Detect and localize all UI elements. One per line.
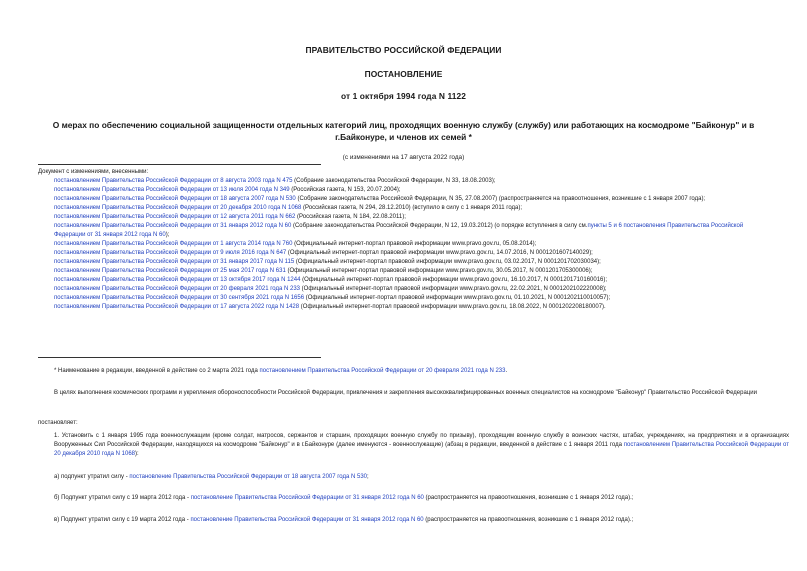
amendment-item (38, 276, 773, 285)
separator-top (38, 164, 321, 165)
amendment-link[interactable]: постановлением Правительства Российской Федерации от 9 июля 2016 года N 647 (54, 250, 287, 256)
amendment-note: (Официальный интернет-портал правовой информации www.pravo.gov.ru, 05.08.2014); (292, 241, 537, 247)
footnote-end: . (505, 368, 508, 374)
amendment-link[interactable]: постановлением Правительства Российской Федерации от 8 августа 2003 года N 475 (54, 178, 293, 184)
subclause-v (38, 516, 789, 525)
subclause-v-end: (распространяется на правоотношения, возникшие с 1 января 2012 года).; (423, 517, 634, 523)
amendment-link[interactable]: постановлением Правительства Российской Федерации от 1 августа 2014 года N 760 (54, 241, 293, 247)
amendment-note-end: ); (165, 232, 170, 238)
clause-1-text: 1. Установить с 1 января 1995 года военнослужащим (кроме солдат, матросов, сержантов и старшин, проходящих военную службу по призыву), проходящим военную службу в воинских частях, штабах, учреждениях, на предприятиях и в организациях Вооруженных Сил Российской Федерации, находящихся на космодроме "Байконур" и в г.Байконуре (далее именуются - военнослужащие) (абзац в редакции, введенной в действие с 1 января 2011 года (54, 433, 789, 448)
document-date-number: от 1 октября 1994 года N 1122 (340, 91, 467, 101)
revision-note: (с изменениями на 17 августа 2022 года) (342, 154, 465, 161)
amendment-note: (Собрание законодательства Российской Федерации, N 33, 18.08.2003); (292, 178, 496, 184)
amendment-link[interactable]: постановлением Правительства Российской Федерации от 17 августа 2022 года N 1428 (54, 304, 300, 310)
amendment-item (38, 240, 773, 249)
amendment-item (38, 213, 773, 222)
subclause-a-text: а) подпункт утратил силу - (54, 474, 130, 480)
amendment-note: (Официальный интернет-портал правовой информации www.pravo.gov.ru, 22.02.2021, N 0001202102220008); (300, 286, 607, 292)
decides-label: постановляет: (38, 420, 78, 426)
subclause-b-link[interactable]: постановление Правительства Российской Федерации от 31 января 2012 года N 60 (190, 495, 424, 501)
amendment-link[interactable]: постановлением Правительства Российской Федерации от 18 августа 2007 года N 530 (54, 196, 296, 202)
amendment-link[interactable]: постановлением Правительства Российской Федерации от 30 сентября 2021 года N 1656 (54, 295, 305, 301)
amendments-block (38, 168, 773, 312)
amendment-item (38, 294, 773, 303)
amendment-link[interactable]: постановлением Правительства Российской Федерации от 20 декабря 2010 года N 1068 (54, 205, 302, 211)
amendment-note: (Российская газета, N 184, 22.08.2011); (295, 214, 406, 220)
amendment-item (38, 267, 773, 276)
footnote-link[interactable]: постановлением Правительства Российской Федерации от 20 февраля 2021 года N 233 (259, 368, 506, 374)
amendment-item (38, 204, 773, 213)
subclause-b (38, 494, 789, 503)
amendment-note: (Официальный интернет-портал правовой информации www.pravo.gov.ru, 30.05.2017, N 0001201705300006); (285, 268, 593, 274)
document-title: О мерах по обеспечению социальной защищенности отдельных категорий лиц, проходящих военную службу (службу) или работающих на космодроме "Байконур" и в г.Байконуре, и членов их семей * (52, 120, 755, 142)
title-footnote (54, 367, 774, 376)
separator-bottom (38, 357, 321, 358)
amendment-note: (Собрание законодательства Российской Федерации, N 35, 27.08.2007) (распространяется на правоотношения, возникшие с 1 января 2007 года); (295, 196, 706, 202)
amendment-item (38, 177, 773, 186)
amendment-note: (Официальный интернет-портал правовой информации www.pravo.gov.ru, 18.08.2022, N 0001202208180007). (299, 304, 606, 310)
subclause-a (38, 473, 789, 482)
amendment-item (38, 258, 773, 267)
amendment-item (38, 222, 773, 240)
amendment-item (38, 195, 773, 204)
subclause-b-end: (распространяется на правоотношения, возникшие с 1 января 2012 года).; (423, 495, 634, 501)
amendment-note: (Официальный интернет-портал правовой информации www.pravo.gov.ru, 16.10.2017, N 0001201710160016); (300, 277, 608, 283)
amendment-link[interactable]: постановлением Правительства Российской Федерации от 25 мая 2017 года N 631 (54, 268, 286, 274)
amendment-link-secondary[interactable]: пункты 5 и 6 постановления Правительства Российской Федерации от 31 января 2012 года N 60 (54, 223, 744, 238)
amendment-item (38, 303, 773, 312)
footnote-text: * Наименование в редакции, введенной в действие со 2 марта 2021 года (54, 368, 260, 374)
amendment-link[interactable]: постановлением Правительства Российской Федерации от 20 февраля 2021 года N 233 (54, 286, 300, 292)
amendment-link[interactable]: постановлением Правительства Российской Федерации от 31 января 2017 года N 115 (54, 259, 295, 265)
amendment-link[interactable]: постановлением Правительства Российской Федерации от 31 января 2012 года N 60 (54, 223, 292, 229)
government-name: ПРАВИТЕЛЬСТВО РОССИЙСКОЙ ФЕДЕРАЦИИ (305, 45, 502, 55)
clause-1-link[interactable]: постановлением Правительства Российской Федерации от 20 декабря 2010 года N 1068 (54, 442, 789, 457)
subclause-v-text: в) Подпункт утратил силу с 19 марта 2012 года - (54, 517, 191, 523)
amendment-note: (Официальный интернет-портал правовой информации www.pravo.gov.ru, 01.10.2021, N 0001202110010057); (304, 295, 611, 301)
subclause-a-link[interactable]: постановление Правительства Российской Федерации от 18 августа 2007 года N 530 (129, 474, 368, 480)
clause-1-end: ): (135, 451, 139, 457)
amendment-note: (Российская газета, N 294, 28.12.2010) (вступило в силу с 1 января 2011 года); (301, 205, 523, 211)
amendment-link[interactable]: постановлением Правительства Российской Федерации от 12 августа 2011 года N 662 (54, 214, 296, 220)
amendment-note: (Официальный интернет-портал правовой информации www.pravo.gov.ru, 14.07.2016, N 0001201607140029); (286, 250, 593, 256)
clause-1 (38, 432, 789, 459)
amendment-item (38, 285, 773, 294)
document-type: ПОСТАНОВЛЕНИЕ (364, 69, 443, 79)
subclause-a-end: ; (367, 474, 369, 480)
amendment-link[interactable]: постановлением Правительства Российской Федерации от 13 октября 2017 года N 1244 (54, 277, 301, 283)
amendment-link[interactable]: постановлением Правительства Российской Федерации от 13 июля 2004 года N 349 (54, 187, 290, 193)
amendment-note: (Российская газета, N 153, 20.07.2004); (289, 187, 401, 193)
subclause-v-link[interactable]: постановление Правительства Российской Федерации от 31 января 2012 года N 60 (190, 517, 424, 523)
amendment-item (38, 186, 773, 195)
amendment-item (38, 249, 773, 258)
amendments-intro: Документ с изменениями, внесенными: (38, 169, 149, 175)
preamble: В целях выполнения космических программ и укрепления обороноспособности Российской Федерации, привлечения и закрепления высококвалифицированных военных специалистов на космодроме "Байконур" Правительство Российской Федерации (54, 390, 757, 396)
subclause-b-text: б) Подпункт утратил силу с 19 марта 2012 года - (54, 495, 191, 501)
amendment-note: (Официальный интернет-портал правовой информации www.pravo.gov.ru, 03.02.2017, N 0001201702030034); (294, 259, 601, 265)
amendment-note: (Собрание законодательства Российской Федерации, N 12, 19.03.2012) (о порядке вступления в силу см. (291, 223, 588, 229)
